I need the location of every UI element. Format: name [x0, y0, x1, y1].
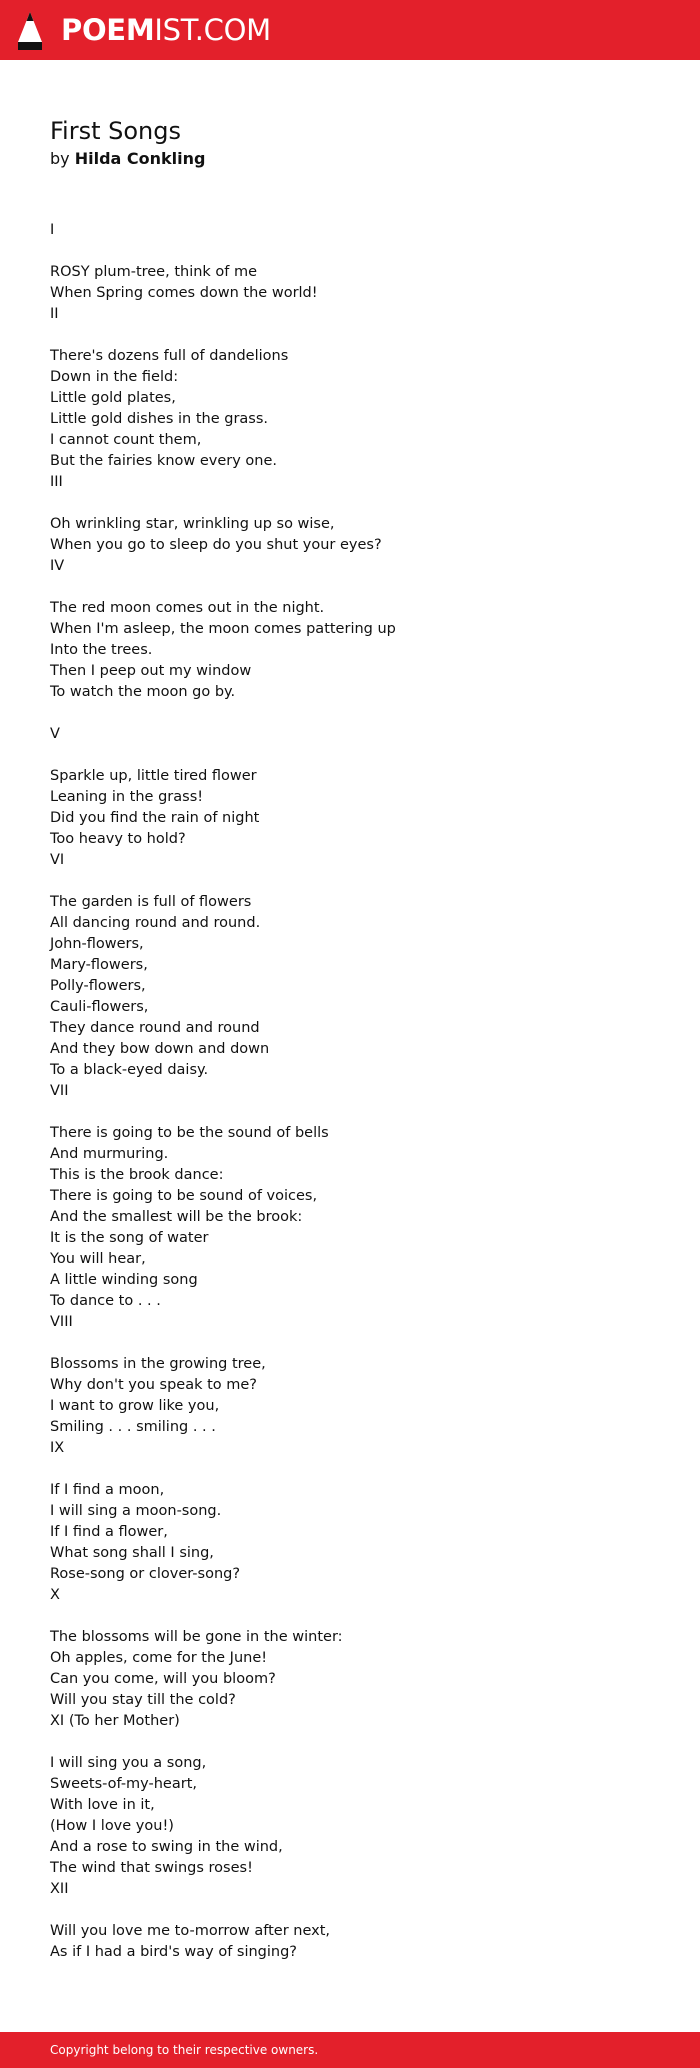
copyright-text: Copyright belong to their respective owners. [50, 2043, 319, 2057]
site-footer [0, 2032, 700, 2068]
site-header [0, 0, 700, 60]
byline [50, 148, 650, 170]
logo-bold-text: POEM [61, 13, 155, 47]
logo-light-text: IST.COM [154, 13, 271, 47]
site-logo[interactable] [61, 9, 271, 51]
poem-title: First Songs [50, 117, 182, 145]
by-label: by [50, 149, 70, 168]
pencil-tip-icon[interactable] [18, 12, 42, 50]
poem-text: I ROSY plum-tree, think of me When Spring comes down the world! II There's dozens full of dandelions Down in the field: Little gold plates, Little gold dishes in the grass. I cannot count them, But the fairies know every one. III Oh wrinkling star, wrinkling up so wise, When you go to sleep do you shut your eyes? IV The red moon comes out in the night. When I'm asleep, the moon comes pattering up Into the trees. Then I peep out my window To watch the moon go by. V Sparkle up, little tired flower Leaning in the grass! Did you find the rain of night Too heavy to hold? VI The garden is full of flowers All dancing round and round. John-flowers, Mary-flowers, Polly-flowers, Cauli-flowers, They dance round and round And they bow down and down To a black-eyed daisy. VII There is going to be the sound of bells And murmuring. This is the brook dance: There is going to be sound of voices, And the smallest will be the brook: It is the song of water You will hear, A little winding song To dance to . . . VIII Blossoms in the growing tree, Why don't you speak to me? I want to grow like you, Smiling . . . smiling . . . IX If I find a moon, I will sing a moon-song. If I find a flower, What song shall I sing, Rose-song or clover-song? X The blossoms will be gone in the winter: Oh apples, come for the June! Can you come, will you bloom? Will you stay till the cold? XI (To her Mother) I will sing you a song, Sweets-of-my-heart, With love in it, (How I love you!) And a rose to swing in the wind, The wind that swings roses! XII Will you love me to-morrow after next, As if I had a bird's way of singing? [50, 222, 396, 1960]
poem-content [50, 114, 650, 1963]
author-name: Hilda Conkling [74, 149, 206, 168]
